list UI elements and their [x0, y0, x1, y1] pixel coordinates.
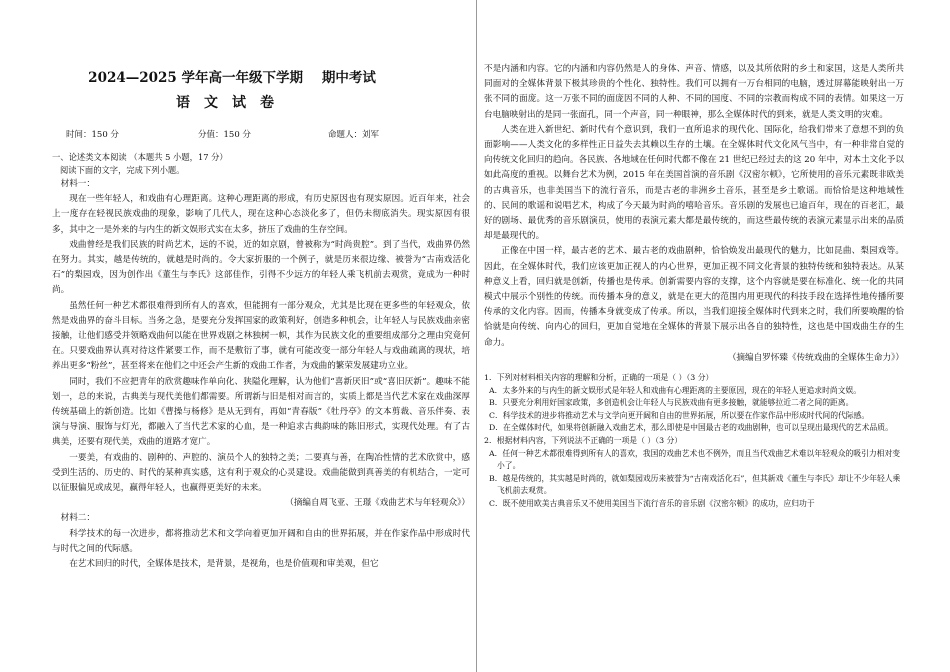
question-1-option-b[interactable]: B．只要充分利用好国家政策，多创造机会让年轻人与民族戏曲有更多接触，就能够拉近二者之间的距离。	[489, 398, 854, 408]
m2-source: （摘编自罗怀臻《传统戏曲的全媒体生命力》）	[727, 352, 904, 363]
m1-source: （摘编自周飞亚、王璟《戏曲艺术与年轻观众》）	[285, 498, 470, 509]
section-heading: 一、论述类文本阅读 （本题共 5 小题，17 分）	[52, 152, 228, 162]
m2-paragraph: 不是内涵和内容。它的内涵和内容仍然是人的身体、声音、情感，以及其所依附的乡土和家国，这是人类所共同面对的全媒体背景下极其珍贵的个性化、独特性。我们可以拥有一万台相同的电脑，透过屏幕能映射出一万张不同的面庞。这一万张不同的面庞因不同的人种、不同的国度、不同的宗教而构成不同的表情。如果这一万台电脑映射出的是同一张面孔，同一个声音，同一种眼神，那么全媒体时代的到来，就是人类文明的灾难。	[484, 64, 904, 120]
left-column	[52, 0, 470, 672]
section-instruction: 阅读下面的文字，完成下列小题。	[60, 165, 185, 175]
question-2-stem: 2．根据材料内容，下列说法不正确的一项是（ ）（3 分）	[484, 436, 683, 446]
m2-paragraph: 科学技术的每一次进步，都将推动艺术和文学向着更加开阔和自由的世界拓展，并在作家作品中形成时代与时代之间的代际感。	[52, 528, 470, 554]
question-2-option-c[interactable]: C．既不使用欧美古典音乐又不使用美国当下流行音乐的音乐剧《汉密尔顿》的成功，应归功于	[489, 499, 815, 508]
m1-paragraph: 虽然任何一种艺术都很难得到所有人的喜欢，但能拥有一部分观众，尤其是比现在更多些的年轻观众，依然是戏曲界的奋斗目标。当务之急，是要充分发挥国家的政策利好，创造多种机会，让年轻人与民族戏曲亲密接触，让他们感受并领略戏曲何以能在世界戏剧之林独树一帜，其作为民族文化的重要组成部分之理由究竟何在。只要戏曲界认真对待这件紧要工作，而不是敷衍了事，就有可能改变一部分年轻人与戏曲疏离的现状，培养出更多“粉丝”，甚至将来在他们之中还会产生新的戏曲工作者，为戏曲的繁荣发展建功立业。	[52, 300, 470, 372]
exam-author: 命题人：刘军	[328, 130, 380, 140]
exam-subject: 语文试卷	[176, 95, 288, 111]
m2-paragraph: 正像在中国一样，最古老的艺术、最古老的戏曲剧种，恰恰焕发出最现代的魅力，比如昆曲、梨园戏等。因此，在全媒体时代，我们应该更加正视人的内心世界，更加正视不同文化背景的独特传统和独特表达。从某种意义上看，回归就是创新，传播也是传承。创新需要内容的支撑，这个内容就是要在标准化、统一化的共同模式中展示个别性的传统。而传播本身的意义，就是在更大的范围内用更现代的科技手段在选择性地传播所要传承的文化内容。因而，传播本身就变成了传承。所以，当我们迎接全媒体时代到来之时，我们所要唤醒的恰恰就是向传统、向内心的回归，更加自觉地在全媒体的背景下展示出各自的独特性，这也是中国戏曲生存的生命力。	[484, 246, 904, 348]
material-1-label: 材料一：	[60, 179, 95, 189]
question-2-option-a[interactable]: A．任何一种艺术都很难得到所有人的喜欢，我国的戏曲艺术也不例外，而且当代戏曲艺术难以年轻观众的吸引力相对变小了。	[489, 448, 901, 471]
exam-time: 时间：150 分	[66, 130, 119, 140]
material-2-label: 材料二：	[60, 513, 95, 524]
m1-paragraph: 一要美，有戏曲的、剧种的、声腔的、演员个人的独特之美；二要真与善，在陶冶性情的艺术欣赏中，感受到生活的、历史的、时代的某种真实感，这有利于观众的心灵建设。戏曲能做到真善美的有机结合，一定可以征服偏见或成见，赢得年轻人，也赢得更美好的未来。	[52, 452, 470, 494]
question-1-option-a[interactable]: A．太多外来的与内生的新文娱形式是年轻人和戏曲有心理距离的主要原因，现在的年轻人更追求时尚文娱。	[489, 385, 862, 395]
question-1-option-c[interactable]: C．科学技术的进步将推动艺术与文学向更开阔和自由的世界拓展，所以要在作家作品中形成时代间的代际感。	[489, 410, 870, 420]
m2-paragraph: 人类在进入新世纪、新时代有个意识到，我们一直所追求的现代化、国际化，给我们带来了意想不到的负面影响——人类文化的多样性正日益失去其赖以生存的土壤。在全媒体时代文化风气当中，有一种非常自觉的向传统文化回归的趋向。各民族、各地域在任何时代都不像在 21 世纪已经过去的这 20 年中，对本土文化予以如此高度的重视。以舞台艺术为例，2015 年在美国首演的音乐剧《汉密尔顿》，它所使用的音乐元素既非欧美的古典音乐，也非美国当下的流行音乐，而是古老的非洲乡土音乐，甚至是乡土歌谣。而恰恰是这种地域性的、民间的歌谣和说唱艺术，构成了今天最为时尚的嘻哈音乐。音乐剧的发展也已逾百年，现在的百老汇，最好的剧场、最优秀的音乐剧演员，使用的表演元素大都是最传统的，而这些最传统的表演元素显示出来的品质却是最现代的。	[484, 124, 904, 242]
m1-paragraph: 同时，我们不应把青年的欣赏趣味作单向化、狭隘化理解，认为他们“喜新厌旧”或“喜旧厌新”。趣味不能划一，总的来说，古典美与现代美他们都需要。所谓新与旧是相对而言的，实质上都是当代艺术家在戏曲深厚传统基础上的新创造。比如《曹操与杨修》是从无到有，再如“青春版”《牡丹亭》的文本剪裁、音乐伴奏、表演与导演、服饰与灯光，都融入了当代艺术家的心血，是一种追求古典韵味的陈旧形式，实现代处理。有了古典美，还要有现代美，戏曲的道路才宽广。	[52, 376, 470, 448]
column-divider	[476, 0, 477, 672]
question-1-stem: 1．下列对材料相关内容的理解和分析，正确的一项是（ ）（3 分）	[484, 373, 714, 383]
right-column	[484, 0, 904, 672]
question-2-option-b[interactable]: B．越是传统的，其实越是时尚的，就如梨园戏历来被誉为“古南戏活化石”，但其新戏《董生与李氏》却让不少年轻人乘飞机前去观赏。	[489, 473, 901, 496]
m2-paragraph: 在艺术回归的时代，全媒体是技术，是背景，是视角，也是价值观和审美观，但它	[69, 559, 379, 570]
m1-paragraph: 现在一些年轻人，和戏曲有心理距离。这种心理距离的形成，有历史原因也有现实原因。近百年来，社会上一度存在轻视民族戏曲的现象，影响了几代人，现在这种心态淡化多了，但仍未彻底消失。现实原因有很多，其中之一是外来的与内生的新文娱形式实在太多，挤压了戏曲的生存空间。	[52, 194, 470, 235]
section-1	[52, 151, 470, 572]
exam-score: 分值：150 分	[198, 130, 251, 140]
exam-title: 2024—2025 学年高一年级下学期 期中考试	[88, 70, 376, 86]
m1-paragraph: 戏曲曾经是我们民族的时尚艺术，远的不说，近的如京剧，曾被称为“时尚贵腔”。到了当代，戏曲界仍然在努力。其实，越是传统的，就越是时尚的。令大家折服的一个例子，就是历来很边缘、被誉为“古南戏活化石”的梨园戏，因为创作出《董生与李氏》这部佳作，引得不少远方的年轻人乘飞机前去观赏，竟成为一种时尚。	[52, 239, 470, 296]
question-1-option-d[interactable]: D．在全媒体时代，如果将创新融入戏曲艺术，那么即使是中国最古老的戏曲剧种，也可以呈现出最现代的艺术品质。	[489, 423, 893, 433]
right-flow	[484, 62, 904, 511]
